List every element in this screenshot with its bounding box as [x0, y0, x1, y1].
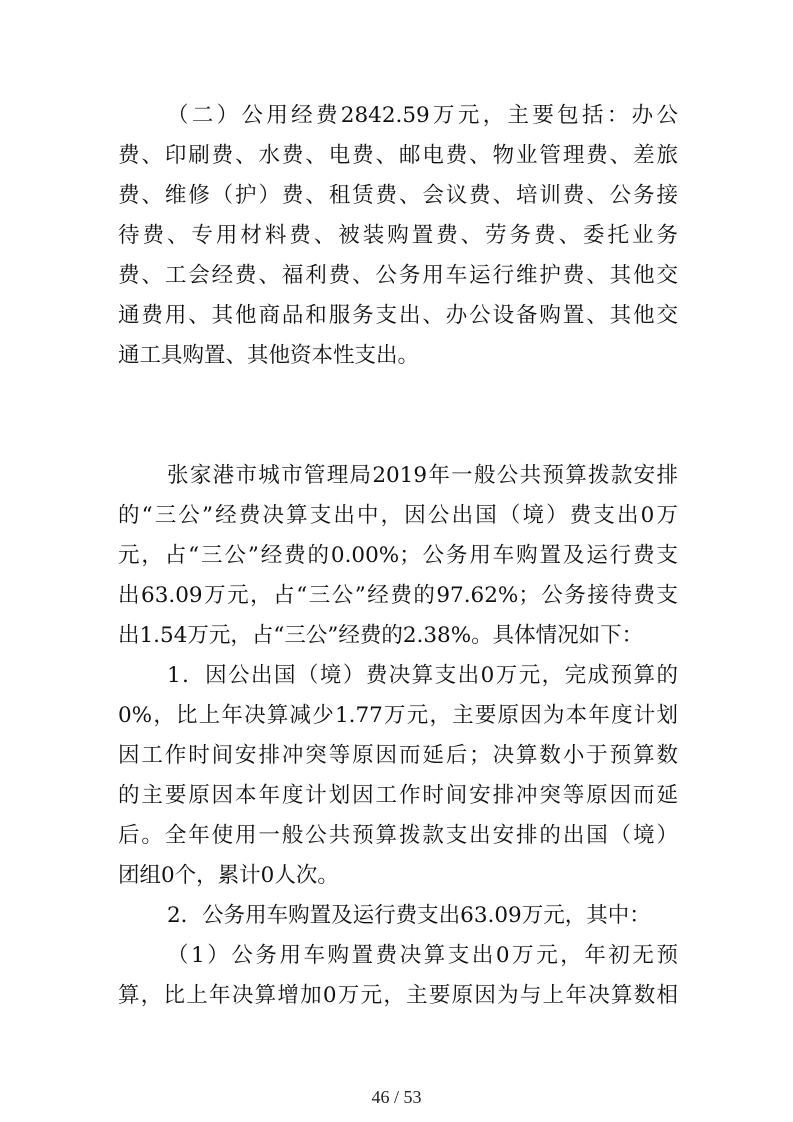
page-number: 46 / 53 — [371, 1087, 422, 1107]
paragraph-line: 出1.54万元，占“三公”经费的2.38%。具体情况如下： — [118, 623, 644, 648]
paragraph-line: 通工具购置、其他资本性支出。 — [118, 343, 420, 368]
paragraph-line: 因工作时间安排冲突等原因而延后；决算数小于预算数 — [118, 743, 678, 768]
paragraph-line: 通费用、其他商品和服务支出、办公设备购置、其他交 — [118, 303, 678, 328]
paragraph-line: 费、维修（护）费、租赁费、会议费、培训费、公务接 — [118, 183, 678, 208]
paragraph-line: 2．公务用车购置及运行费支出63.09万元，其中： — [167, 903, 651, 928]
paragraph-line: 元，占“三公”经费的0.00%；公务用车购置及运行费支 — [118, 543, 678, 568]
paragraph-line: 0%，比上年决算减少1.77万元，主要原因为本年度计划 — [118, 703, 678, 728]
paragraph-line: 费、工会经费、福利费、公务用车运行维护费、其他交 — [118, 263, 678, 288]
paragraph-line: 待费、专用材料费、被装购置费、劳务费、委托业务 — [118, 223, 678, 248]
paragraph-line: 的“三公”经费决算支出中，因公出国（境）费支出0万 — [118, 503, 678, 528]
paragraph-line: 的主要原因本年度计划因工作时间安排冲突等原因而延 — [118, 783, 678, 808]
paragraph-line: 后。全年使用一般公共预算拨款支出安排的出国（境） — [118, 823, 678, 848]
paragraph-line: （1）公务用车购置费决算支出0万元，年初无预 — [167, 943, 678, 968]
paragraph-line: 张家港市城市管理局2019年一般公共预算拨款安排 — [167, 463, 678, 488]
paragraph-line: 算，比上年决算增加0万元，主要原因为与上年决算数相 — [118, 983, 678, 1008]
paragraph-line: （二）公用经费2842.59万元，主要包括：办公 — [167, 103, 678, 128]
paragraph-line: 费、印刷费、水费、电费、邮电费、物业管理费、差旅 — [118, 143, 678, 168]
paragraph-line: 出63.09万元，占“三公”经费的97.62%；公务接待费支 — [118, 583, 678, 608]
paragraph-line: 团组0个，累计0人次。 — [118, 863, 339, 888]
paragraph-line: 1．因公出国（境）费决算支出0万元，完成预算的 — [167, 663, 678, 688]
